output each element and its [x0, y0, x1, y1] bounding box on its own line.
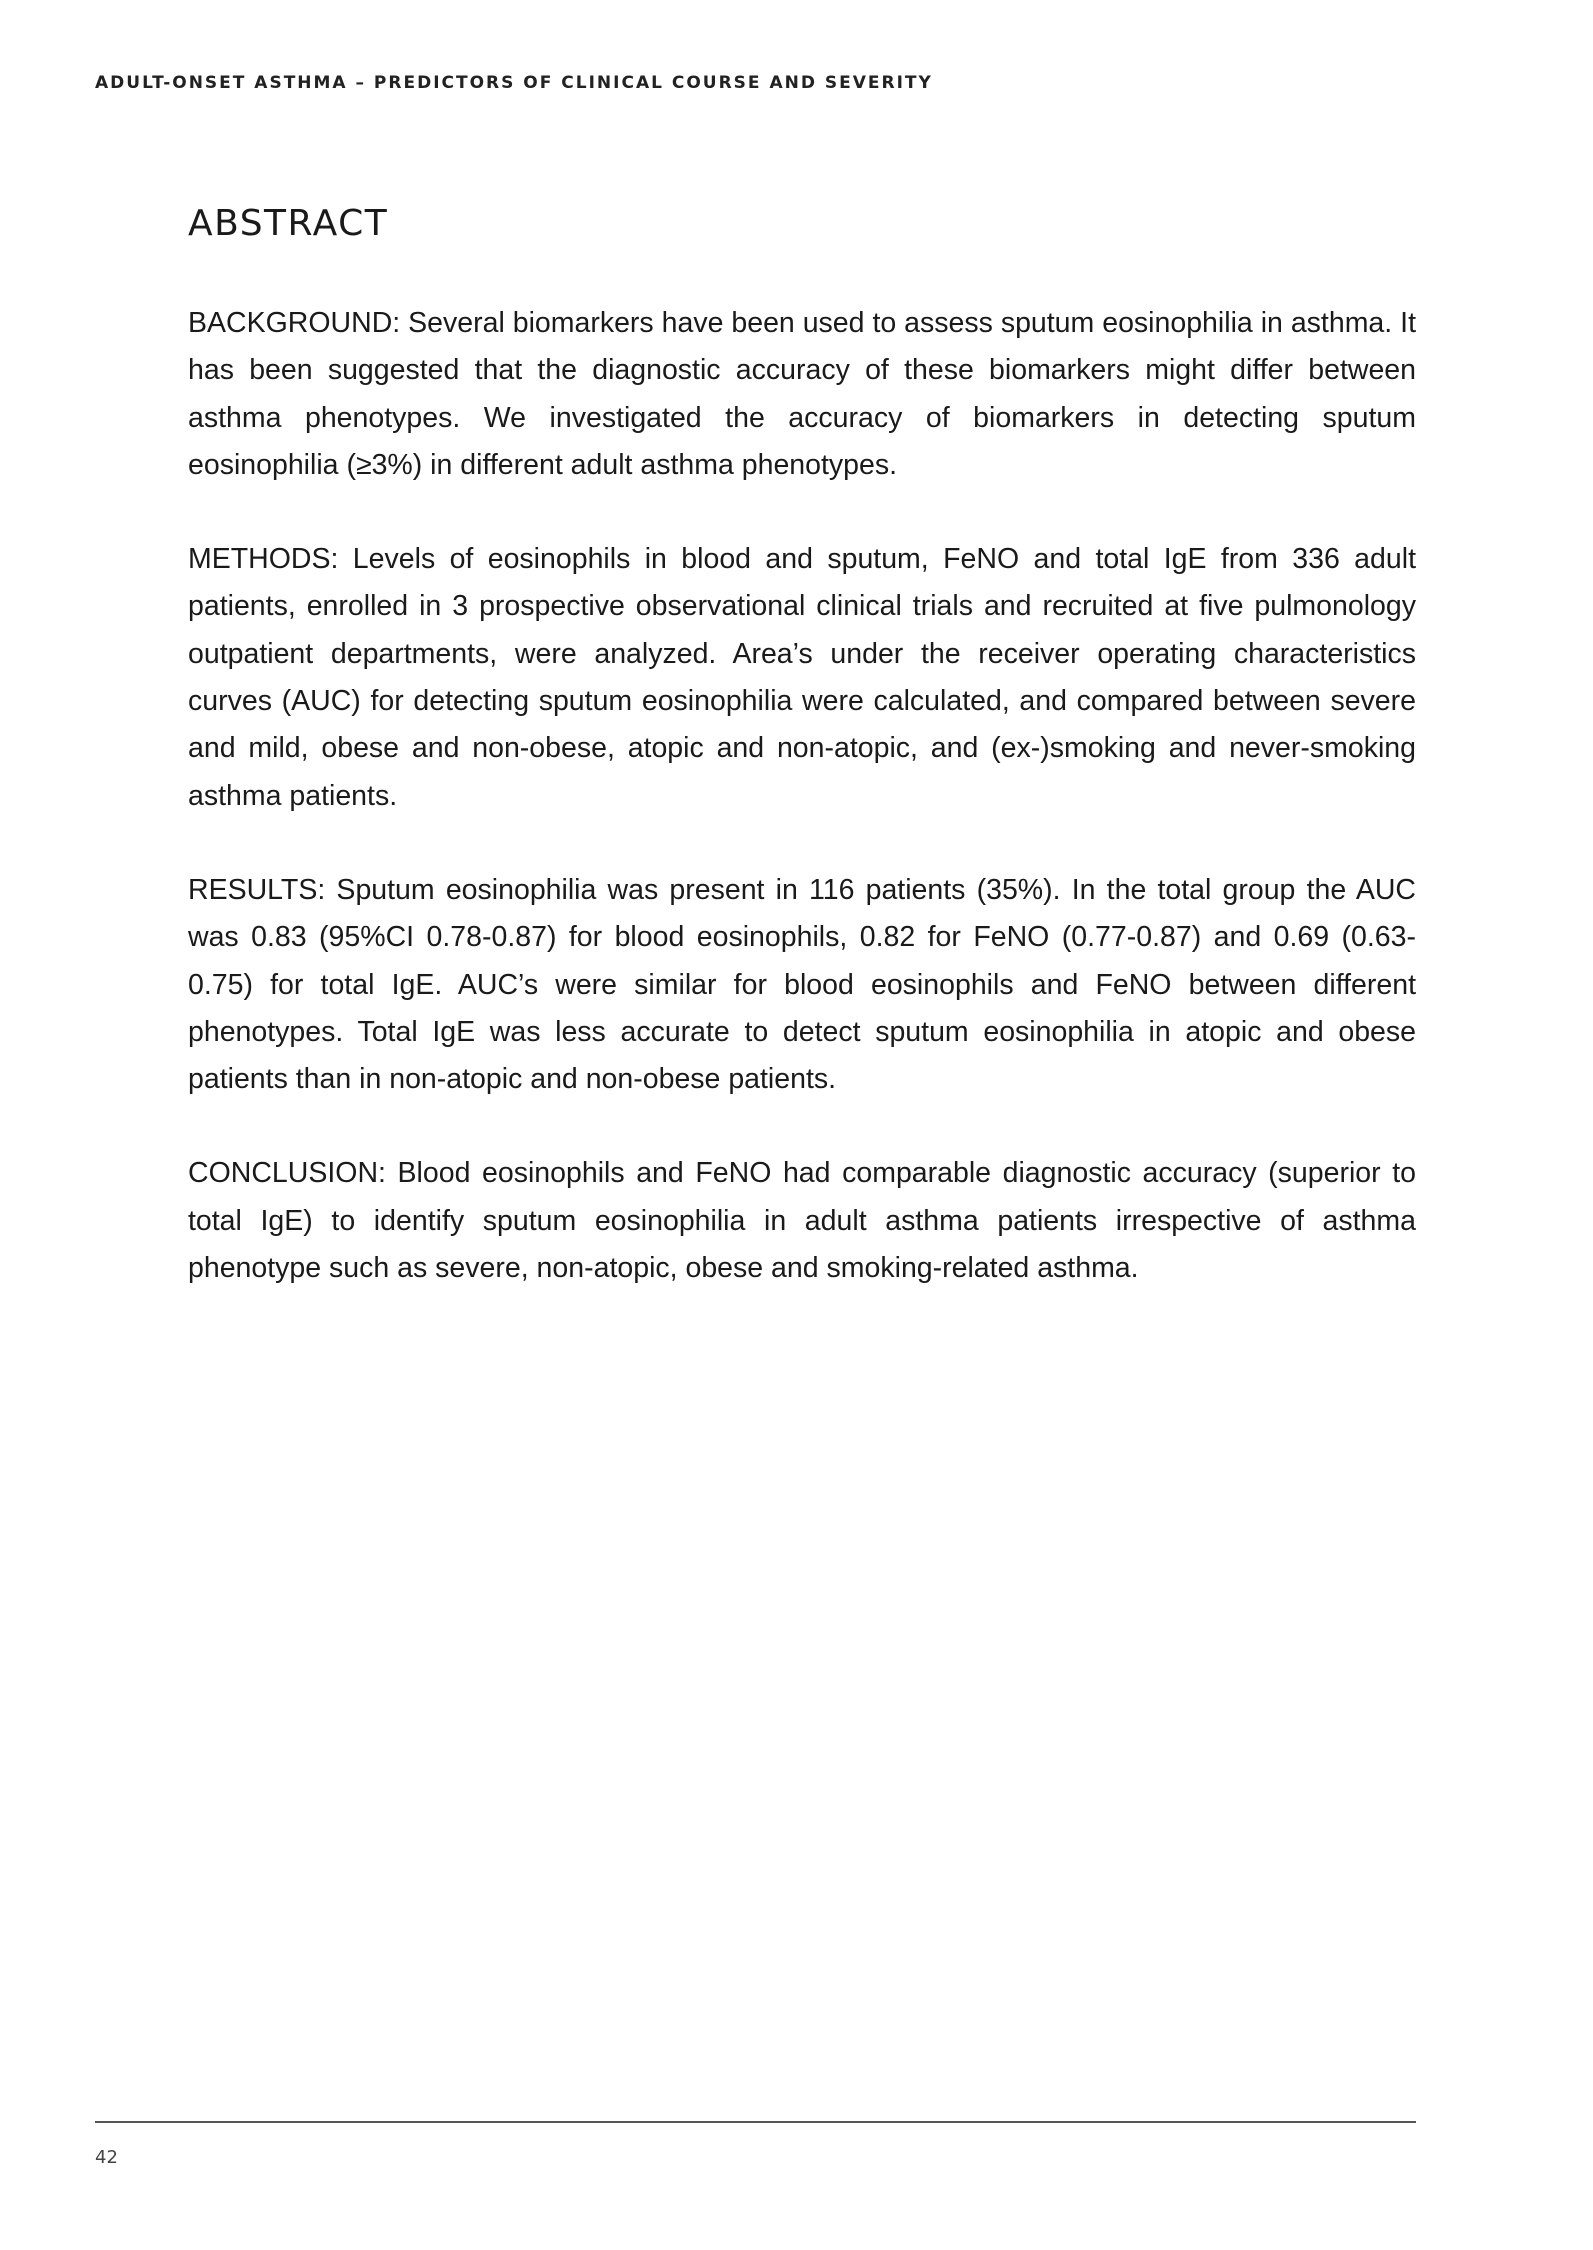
abstract-results-paragraph: RESULTS: Sputum eosinophilia was present in 116 patients (35%). In the total group the AUC was 0.83 (95%CI 0.78-0.87) for blood eosinophils, 0.82 for FeNO (0.77-0.87) and 0.69 (0.63-0.75) for total IgE. AUC’s were similar for blood eosinophils and FeNO between different phenotypes. Total IgE was less accurate to detect sputum eosinophilia in atopic and obese patients than in non-atopic and non-obese patients. [188, 873, 1416, 1096]
running-header: ADULT-ONSET ASTHMA – PREDICTORS OF CLINICAL COURSE AND SEVERITY [95, 73, 933, 93]
abstract-heading: ABSTRACT [188, 203, 389, 244]
abstract-body [188, 300, 1416, 1339]
abstract-methods-paragraph: METHODS: Levels of eosinophils in blood and sputum, FeNO and total IgE from 336 adult patients, enrolled in 3 prospective observational clinical trials and recruited at five pulmonology outpatient departments, were analyzed. Area’s under the receiver operating characteristics curves (AUC) for detecting sputum eosinophilia were calculated, and compared between severe and mild, obese and non-obese, atopic and non-atopic, and (ex-)smoking and never-smoking asthma patients. [188, 543, 1416, 812]
abstract-conclusion-paragraph: CONCLUSION: Blood eosinophils and FeNO had comparable diagnostic accuracy (superior to total IgE) to identify sputum eosinophilia in adult asthma patients irrespective of asthma phenotype such as severe, non-atopic, obese and smoking-related asthma. [188, 1157, 1416, 1285]
abstract-background-paragraph: BACKGROUND: Several biomarkers have been used to assess sputum eosinophilia in asthma. It has been suggested that the diagnostic accuracy of these biomarkers might differ between asthma phenotypes. We investigated the accuracy of biomarkers in detecting sputum eosinophilia (≥3%) in different adult asthma phenotypes. [188, 307, 1416, 481]
page-number: 42 [95, 2147, 118, 2168]
footer-divider [95, 2121, 1416, 2123]
